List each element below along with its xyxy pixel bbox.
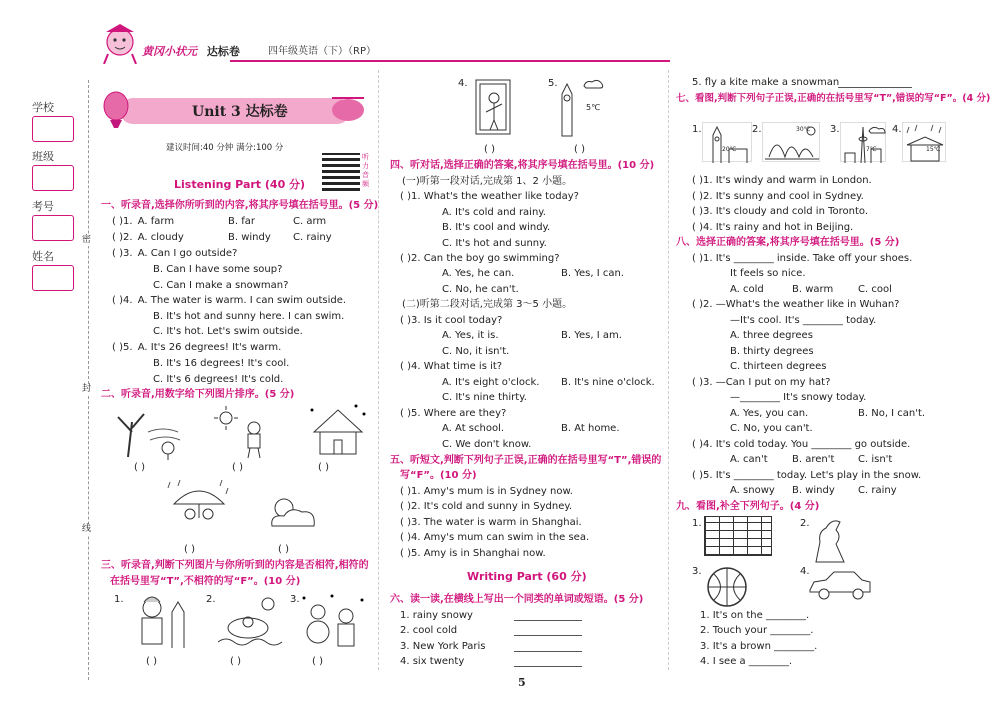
brand-suffix: 达标卷 [206,45,240,58]
sec6-item-5: 5. fly a kite make a snowman [692,77,840,88]
sec7-item-2: ( )2. It's sunny and cool in Sydney. [692,191,864,202]
sec8-q5-c[interactable]: C. rainy [858,485,897,496]
grade-label: 四年级英语（下）（RP） [268,46,376,57]
sec8-q1-c[interactable]: C. cool [858,284,892,295]
seal-char-1: 密 [82,235,92,245]
q1-opt-c[interactable]: C. arm [293,216,327,227]
sec3-title-2: 在括号里写“T”,不相符的写“F”。(10 分) [110,576,301,587]
q2-opt-a[interactable]: A. cloudy [137,232,184,243]
seal-line [88,80,89,680]
sec8-title: 八、选择正确的答案,将其序号填在括号里。(5 分) [676,237,900,248]
q4-opt-b[interactable]: B. It's hot and sunny here. I can swim. [153,311,345,322]
beijing-temp: 15℃ [926,146,941,153]
sec5-item-4: ( )4. Amy's mum can swim in the sea. [400,532,590,543]
sec9-num-4: 4. [800,566,810,577]
sec4-paren-4[interactable]: ( ) [484,144,495,155]
sec4-title: 四、听对话,选择正确的答案,将其序号填在括号里。(10 分) [390,160,655,171]
q3-opt-b[interactable]: B. Can I have some soup? [153,264,283,275]
london-picture [702,122,752,162]
sec4-q2: ( )2. Can the boy go swimming? [400,253,560,264]
basketball-picture [704,564,750,610]
sec3-paren-3[interactable]: ( ) [312,656,323,667]
sec7-num-1: 1. [692,124,702,135]
sec9-num-3: 3. [692,566,702,577]
sec3-title-1: 三、听录音,判断下列图片与你所听到的内容是否相符,相符的 [101,560,369,571]
sec5-item-3: ( )3. The water is warm in Shanghai. [400,517,582,528]
q1-opt-a[interactable]: A. farm [137,216,175,227]
sec4-q3-a[interactable]: A. Yes, it is. [442,330,499,341]
sec7-num-2: 2. [752,124,762,135]
sec7-title: 七、看图,判断下列句子正误,正确的在括号里写“T”,错误的写“F”。(4 分) [676,93,991,104]
boy-sunny-picture [210,402,280,460]
cloudy-sun-picture [262,492,324,532]
snowy-house-picture [306,402,370,460]
q3-num: ( )3. [112,248,133,259]
q5-opt-b[interactable]: B. It's 16 degrees! It's cool. [153,358,290,369]
sec4-q1-a[interactable]: A. It's cold and rainy. [442,207,546,218]
sec8-q4-b[interactable]: B. aren't [792,454,835,465]
sec9-title: 九、看图,补全下列句子。(4 分) [676,501,820,512]
seal-char-3: 线 [82,524,92,534]
toronto-picture [840,122,886,162]
sec8-q4-c[interactable]: C. isn't [858,454,893,465]
header-rule [230,60,670,62]
sec4-q2-a[interactable]: A. Yes, he can. [442,268,515,279]
sec3-paren-1[interactable]: ( ) [146,656,157,667]
sec8-q2-a[interactable]: A. three degrees [730,330,813,341]
sec4-q4: ( )4. What time is it? [400,361,503,372]
sec8-q2-c[interactable]: C. thirteen degrees [730,361,827,372]
sec7-item-1: ( )1. It's windy and warm in London. [692,175,872,186]
snowman-picture [298,592,368,650]
london-temp: 20℃ [722,146,737,153]
sec6-answer-3[interactable] [514,651,582,652]
swimming-picture [214,592,284,650]
sec6-title: 六、读一读,在横线上写出一个同类的单词或短语。(5 分) [390,594,644,605]
sec8-q1: ( )1. It's ________ inside. Take off your shoes. [692,253,913,264]
class-field[interactable] [32,165,74,191]
exam-number-label: 考号 [32,200,54,213]
sec5-item-1: ( )1. Amy's mum is in Sydney now. [400,486,573,497]
q2-opt-c[interactable]: C. rainy [293,232,332,243]
sec8-q3-a[interactable]: A. Yes, you can. [730,408,809,419]
sec4-q2-b[interactable]: B. Yes, I can. [561,268,624,279]
sec4-q1-c[interactable]: C. It's hot and sunny. [442,238,547,249]
sec4-q3-c[interactable]: C. No, it isn't. [442,346,510,357]
sec6-item-1: 1. rainy snowy [400,610,473,621]
header-brand [142,45,240,58]
brand-name: 黄冈小状元 [142,45,197,58]
sec2-paren-2[interactable]: ( ) [232,462,243,473]
sec4-part2: (二)听第二段对话,完成第 3～5 小题。 [402,299,573,310]
sec3-num-2: 2. [206,594,216,605]
sec4-q5-a[interactable]: A. At school. [442,423,505,434]
q1-num: ( )1. [112,216,133,227]
sec7-num-3: 3. [830,124,840,135]
sec6-answer-5[interactable] [838,87,912,88]
sec8-q5: ( )5. It's ________ today. Let's play in the snow. [692,470,922,481]
sec8-q5-b[interactable]: B. windy [792,485,835,496]
sec6-answer-2[interactable] [514,635,582,636]
q4-row [112,295,346,307]
q5-opt-c[interactable]: C. It's 6 degrees! It's cold. [153,374,284,385]
sec8-q3-c[interactable]: C. No, you can't. [730,423,813,434]
sec4-q5: ( )5. Where are they? [400,408,507,419]
q3-opt-a[interactable]: A. Can I go outside? [137,248,238,259]
sydney-temp: 30℃ [796,126,811,133]
sec4-part1: (一)听第一段对话,完成第 1、2 小题。 [402,176,573,187]
sec2-paren-3[interactable]: ( ) [318,462,329,473]
qr-note: 听力音频 [362,153,369,188]
sec4-q4-b[interactable]: B. It's nine o'clock. [561,377,655,388]
sec8-q2-b[interactable]: B. thirty degrees [730,346,814,357]
sec8-q2: ( )2. —What's the weather like in Wuhan? [692,299,900,310]
sec6-item-2: 2. cool cold [400,625,458,636]
sec2-paren-5[interactable]: ( ) [278,544,289,555]
sec4-q3: ( )3. Is it cool today? [400,315,503,326]
seal-char-2: 封 [82,384,92,394]
sec8-q3b: —________ It's snowy today. [730,392,867,403]
name-field[interactable] [32,265,74,291]
sec4-num-5: 5. [548,78,558,89]
q5-row [112,342,281,354]
sec9-item-3: 3. It's a brown ________. [700,641,818,652]
sec8-q3: ( )3. —Can I put on my hat? [692,377,831,388]
sec8-q1-a[interactable]: A. cold [730,284,764,295]
sec9-item-2: 2. Touch your ________. [700,625,814,636]
sec5-item-2: ( )2. It's cold and sunny in Sydney. [400,501,573,512]
sec7-item-3: ( )3. It's cloudy and cold in Toronto. [692,206,869,217]
q4-opt-a[interactable]: A. The water is warm. I can swim outside. [137,295,347,306]
arm-picture [806,514,856,564]
q1-opt-b[interactable]: B. far [228,216,255,227]
sec8-q5-a[interactable]: A. snowy [730,485,775,496]
sec4-q3-b[interactable]: B. Yes, I am. [561,330,622,341]
rainy-umbrella-picture [166,478,232,536]
q2-num: ( )2. [112,232,133,243]
sec4-q4-c[interactable]: C. It's nine thirty. [442,392,527,403]
sec8-q1b: It feels so nice. [730,268,806,279]
toronto-temp: 7℃ [866,146,877,153]
sec9-item-4: 4. I see a ________. [700,656,793,667]
sec5-title-2: 写“F”。(10 分) [400,470,477,481]
sec4-num-4: 4. [458,78,468,89]
q5-num: ( )5. [112,342,133,353]
sec2-title: 二、听录音,用数字给下列图片排序。(5 分) [101,389,295,400]
q4-opt-c[interactable]: C. It's hot. Let's swim outside. [153,326,303,337]
sec9-item-1: 1. It's on the ________. [700,610,810,621]
school-label: 学校 [32,101,54,114]
class-label: 班级 [32,150,54,163]
car-picture [806,566,874,602]
writing-heading: Writing Part (60 分) [467,570,587,583]
sec3-paren-2[interactable]: ( ) [230,656,241,667]
q3-row [112,248,237,260]
sec2-paren-4[interactable]: ( ) [184,544,195,555]
sec9-num-1: 1. [692,518,702,529]
column-divider-2 [668,70,669,670]
sydney-picture [762,122,820,162]
sec8-q3-b[interactable]: B. No, I can't. [858,408,926,419]
sec4-q5-b[interactable]: B. At home. [561,423,620,434]
sec4-q1-b[interactable]: B. It's cool and windy. [442,222,551,233]
name-label: 姓名 [32,250,54,263]
q1-row [112,216,174,228]
sec8-q2b: —It's cool. It's ________ today. [730,315,877,326]
sec4-q4-a[interactable]: A. It's eight o'clock. [442,377,540,388]
sec9-num-2: 2. [800,518,810,529]
sec3-num-3: 3. [290,594,300,605]
sec4-q5-c[interactable]: C. We don't know. [442,439,532,450]
sec4-paren-5[interactable]: ( ) [574,144,585,155]
windy-tree-picture [108,402,188,460]
brick-wall-picture [704,516,772,556]
sec3-num-1: 1. [114,594,124,605]
sec7-item-4: ( )4. It's rainy and hot in Beijing. [692,222,854,233]
q4-num: ( )4. [112,295,133,306]
q2-row [112,232,184,244]
sec4-q2-c[interactable]: C. No, he can't. [442,284,519,295]
sec6-answer-1[interactable] [514,620,582,621]
girl-door-picture [470,76,516,136]
exam-number-field[interactable] [32,215,74,241]
school-field[interactable] [32,116,74,142]
sec6-item-4: 4. six twenty [400,656,465,667]
sec8-q4-a[interactable]: A. can't [730,454,768,465]
sec4-q1: ( )1. What's the weather like today? [400,191,579,202]
page-title: Unit 3 达标卷 [192,104,288,120]
sec6-answer-4[interactable] [514,666,582,667]
sec6-item-3: 3. New York Paris [400,641,486,652]
q3-opt-c[interactable]: C. Can I make a snowman? [153,280,289,291]
sec2-paren-1[interactable]: ( ) [134,462,145,473]
sec8-q4: ( )4. It's cold today. You ________ go outside. [692,439,911,450]
cold-woman-picture [122,592,192,650]
beijing-picture [902,122,946,162]
time-info: 建议时间:40 分钟 满分:100 分 [166,143,284,153]
column-divider-1 [378,70,379,670]
q5-opt-a[interactable]: A. It's 26 degrees! It's warm. [137,342,282,353]
q2-opt-b[interactable]: B. windy [228,232,271,243]
big-ben-temp: 5℃ [586,103,601,112]
sec5-title-1: 五、听短文,判断下列句子正误,正确的在括号里写“T”,错误的 [390,455,662,466]
sec5-item-5: ( )5. Amy is in Shanghai now. [400,548,546,559]
sec1-title: 一、听录音,选择你所听到的内容,将其序号填在括号里。(5 分) [101,200,379,211]
listening-heading: Listening Part (40 分) [174,178,306,191]
sec7-num-4: 4. [892,124,902,135]
sec8-q1-b[interactable]: B. warm [792,284,834,295]
qr-code[interactable] [322,153,360,191]
page-number: 5 [518,676,526,689]
